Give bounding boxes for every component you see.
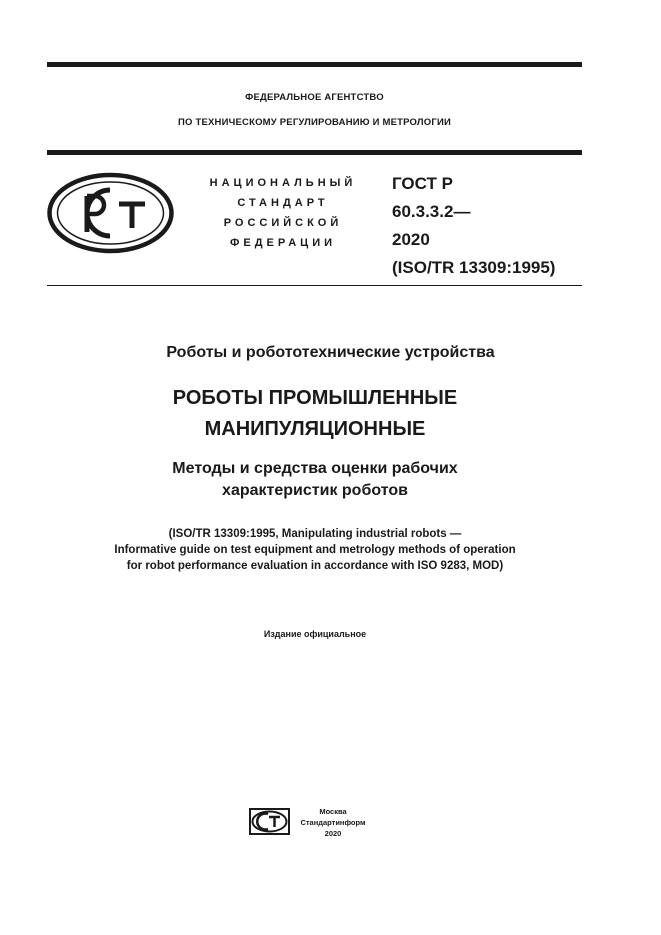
designation-line4: (ISO/TR 13309:1995) xyxy=(392,258,556,277)
standard-designation xyxy=(392,170,555,282)
designation-line3: 2020 xyxy=(392,230,430,249)
title-group: Роботы и робототехнические устройства xyxy=(166,344,495,361)
publisher-city: Москва xyxy=(319,807,347,816)
designation-line1: ГОСТ Р xyxy=(392,174,453,193)
edition-note: Издание официальное xyxy=(263,629,367,639)
page-title xyxy=(0,383,630,445)
standard-type xyxy=(190,173,376,253)
middle-rule xyxy=(47,150,582,155)
publisher-name: Стандартинформ xyxy=(300,818,366,827)
iso-reference-line1: (ISO/TR 13309:1995, Manipulating industrial robots — xyxy=(168,528,462,540)
iso-reference-line2: Informative guide on test equipment and metrology methods of operation xyxy=(114,544,516,556)
gost-r-emblem-icon xyxy=(47,172,174,254)
standard-type-line4: ФЕДЕРАЦИИ xyxy=(229,237,337,249)
page-subtitle xyxy=(0,458,630,502)
thin-rule xyxy=(47,285,582,286)
standard-type-line1: НАЦИОНАЛЬНЫЙ xyxy=(209,177,357,189)
title-sub-line1: Методы и средства оценки рабочих xyxy=(172,460,458,477)
iso-reference-line3: for robot performance evaluation in accordance with ISO 9283, MOD) xyxy=(126,560,504,572)
agency-name-line1: ФЕДЕРАЛЬНОЕ АГЕНТСТВО xyxy=(245,92,384,103)
publisher-imprint xyxy=(296,806,370,839)
title-sub-line2: характеристик роботов xyxy=(222,482,408,499)
top-rule xyxy=(47,62,582,67)
standartinform-logo-icon xyxy=(249,808,290,835)
title-main-line1: РОБОТЫ ПРОМЫШЛЕННЫЕ xyxy=(172,387,458,409)
designation-line2: 60.3.3.2— xyxy=(392,202,471,221)
publisher-year: 2020 xyxy=(324,829,342,838)
standard-type-line3: РОССИЙСКОЙ xyxy=(223,217,343,229)
standard-type-line2: СТАНДАРТ xyxy=(237,197,329,209)
title-main-line2: МАНИПУЛЯЦИОННЫЕ xyxy=(204,418,426,440)
iso-reference xyxy=(0,526,630,574)
agency-name-line2: ПО ТЕХНИЧЕСКОМУ РЕГУЛИРОВАНИЮ И МЕТРОЛОГИИ xyxy=(178,117,451,128)
